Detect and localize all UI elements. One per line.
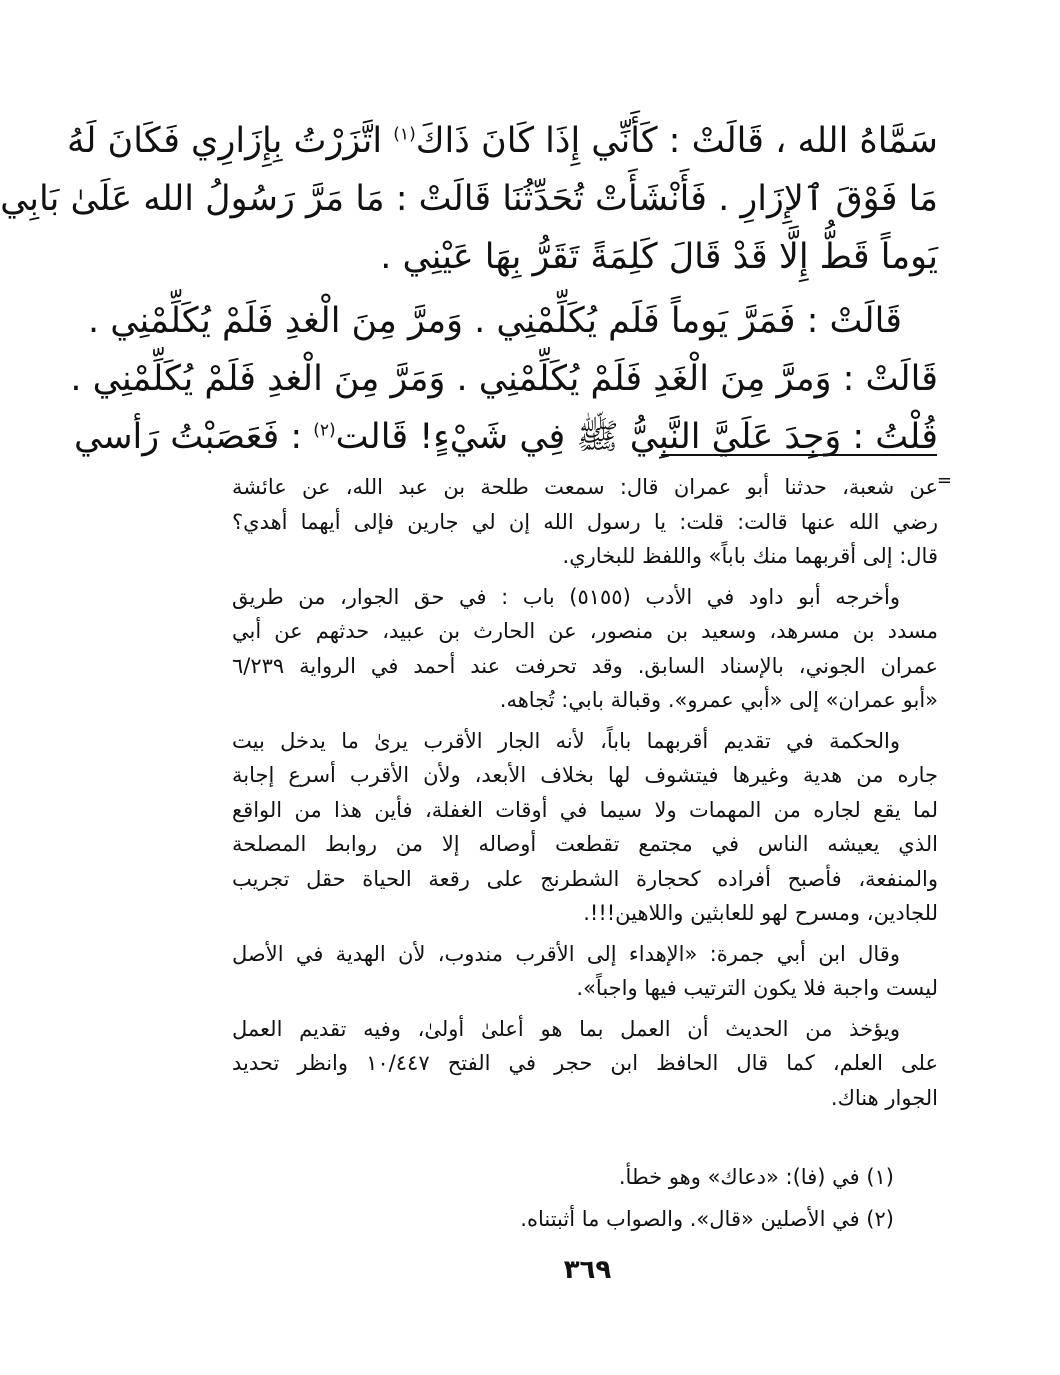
note-line: والحكمة في تقديم أقربهما باباً، لأنه الجار الأقرب يرىٰ ما يدخل بيت [232, 728, 900, 753]
footnote-ref-1: (١) [393, 124, 416, 145]
note-line: ليست واجبة فلا يكون الترتيب فيها واجباً». [576, 976, 938, 1000]
note-line: جاره من هدية وغيرها فيتشوف لها بخلاف الأبعد، ولأن الأقرب أسرع إجابة [232, 763, 938, 787]
main-line: قَالَتْ : فَمَرَّ يَوماً فَلَم يُكَلِّمْنِي . وَمرَّ مِنَ الْغدِ فَلَمْ يُكَلِّمْنِي . [88, 301, 902, 341]
note-line: «أبو عمران» إلى «أبي عمرو». وقبالة بابي: تُجاهه. [499, 688, 938, 712]
note-line: ويؤخذ من الحديث أن العمل بما هو أعلىٰ أولىٰ، وفيه تقديم العمل [232, 1016, 900, 1041]
note-paragraph [232, 580, 938, 718]
note-line: وقال ابن أبي جمرة: «الإهداء إلى الأقرب مندوب، لأن الهدية في الأصل [232, 941, 900, 966]
footnote-divider [661, 454, 937, 456]
footnote-2: (٢) في الأصلين «قال». والصواب ما أثبتناه. [520, 1207, 894, 1231]
hadith-text [0, 112, 938, 466]
main-line: قَالَتْ : وَمرَّ مِنَ الْغَدِ فَلَمْ يُكَلِّمْنِي . وَمَرَّ مِنَ الْغدِ فَلَمْ يُكَلِّمْنِي . [70, 359, 938, 399]
note-line: الجوار هناك. [830, 1085, 938, 1110]
note-line: والمنفعة، فأصبح أفراده كحجارة الشطرنج على رقعة الحياة حقل تجريب [232, 866, 938, 891]
continuation-marker: = [936, 470, 952, 491]
page-number: ٣٦٩ [563, 1255, 612, 1285]
main-paragraph [70, 292, 938, 466]
note-line: الذي يعيشه الناس في مجتمع تقطعت أوصاله إلا من روابط المصلحة [232, 832, 938, 856]
note-paragraph [232, 937, 938, 1006]
note-line: رضي الله عنها قالت: قلت: يا رسول الله إن لي جارين فإلى أيهما أهدي؟ [232, 509, 938, 534]
note-paragraph [232, 724, 938, 931]
note-line: عمران الجوني، بالإسناد السابق. وقد تحرفت عند أحمد في الرواية ٦/٢٣٩ [232, 653, 938, 678]
main-line: سَمَّاهُ الله ، قَالَتْ : كَأَنِّي إِذَا كَانَ ذَاكَ$^{(١)}$ اتَّزَرْتُ بِإِزَارِي فَكَانَ لَهُ [66, 121, 938, 161]
commentary-notes [232, 470, 952, 1115]
note-line: مسدد بن مسرهد، وسعيد بن منصور، عن الحارث بن عبيد، حدثهم عن أبي [232, 619, 938, 643]
main-line: يَوماً قَطُّ إِلَّا قَدْ قَالَ كَلِمَةً تَقَرُّ بِهَا عَيْنِي . [380, 237, 938, 277]
note-line: قال: إلى أقربهما منك باباً» واللفظ للبخاري. [562, 544, 938, 568]
main-line: مَا فَوْقَ ٱلإِزَارِ . فَأَنْشَأَتْ تُحَدِّثُنَا قَالَتْ : مَا مَرَّ رَسُولُ الله عَلَىٰ بَابِي [0, 179, 938, 219]
note-paragraph [232, 470, 952, 574]
footnotes [234, 1156, 894, 1240]
note-line: لما يقع لجاره من المهمات ولا سيما في أوقات الغفلة، فأين هذا من الواقع [232, 797, 938, 822]
footnote-ref-2: (٢) [313, 420, 336, 441]
footnote-1: (١) في (فا): «دعاك» وهو خطأ. [618, 1165, 894, 1189]
main-line: قُلْتُ : وَجِدَ عَلَيَّ النَّبِيُّ ﷺ فِي شَيْءٍ! قَالت$^{(٢)}$ : فَعَصَبْتُ رَأسي [74, 417, 938, 457]
note-line: للجادين، ومسرح لهو للعابثين واللاهين!!!. [583, 901, 938, 925]
note-line: عن شعبة، حدثنا أبو عمران قال: سمعت طلحة بن عبد الله، عن عائشة [232, 475, 938, 499]
note-line: وأخرجه أبو داود في الأدب (٥١٥٥) باب : في حق الجوار، من طريق [232, 584, 900, 609]
note-line: على العلم، كما قال الحافظ ابن حجر في الفتح ١٠/٤٤٧ وانظر تحديد [232, 1051, 938, 1075]
note-paragraph [232, 1012, 938, 1116]
